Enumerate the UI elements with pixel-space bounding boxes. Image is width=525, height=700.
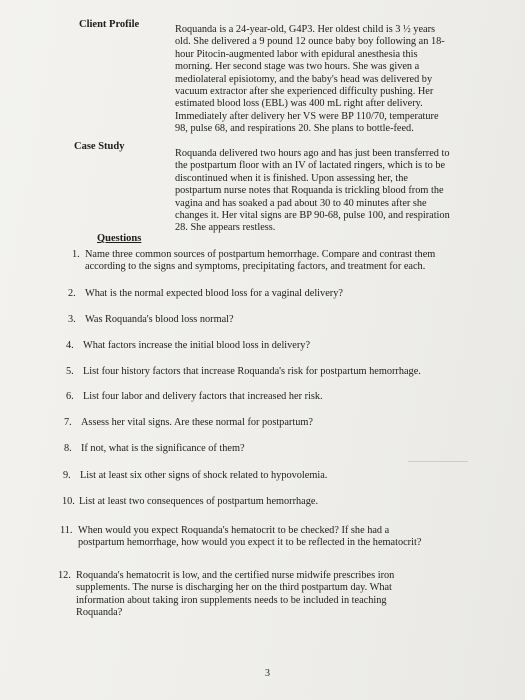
client-profile-line: Roquanda is a 24-year-old, G4P3. Her oldest child is 3 ½ years xyxy=(175,24,436,35)
case-study-line: discontinued when it is finished. Upon assessing her, the xyxy=(175,172,408,184)
question-text xyxy=(85,249,435,274)
question-line: List four history factors that increase Roquanda's risk for postpartum hemorrhage. xyxy=(83,366,421,377)
question-text xyxy=(85,314,234,326)
question-line: Was Roquanda's blood loss normal? xyxy=(85,314,234,325)
question-line: information about taking iron supplements needs to be included in teaching xyxy=(76,594,387,606)
question-line: When would you expect Roquanda's hematocrit to be checked? If she had a xyxy=(78,525,390,536)
client-profile-line: old. She delivered a 9 pound 12 ounce baby boy following an 18- xyxy=(175,36,445,48)
question-line: Assess her vital signs. Are these normal for postpartum? xyxy=(81,417,313,428)
question-text xyxy=(76,570,394,620)
faint-rule-mark xyxy=(408,461,468,462)
case-study-line: vagina and has soaked a pad about 30 to 40 minutes after she xyxy=(175,197,427,209)
question-text xyxy=(83,366,421,378)
question-text xyxy=(83,340,310,352)
question-number: 7. xyxy=(64,417,72,428)
client-profile-line: estimated blood loss (EBL) was 400 mL right after delivery. xyxy=(175,98,423,110)
question-text xyxy=(78,525,421,550)
question-number: 9. xyxy=(63,470,71,481)
case-study-line: 28. She appears restless. xyxy=(175,222,276,234)
question-text xyxy=(80,470,327,482)
question-line: Roquanda? xyxy=(76,607,123,619)
questions-heading: Questions xyxy=(97,233,142,244)
question-line: What factors increase the initial blood loss in delivery? xyxy=(83,340,311,351)
question-number: 10. xyxy=(62,496,75,507)
question-number: 11. xyxy=(60,525,73,536)
client-profile-line: 98, pulse 68, and respirations 20. She plans to bottle-feed. xyxy=(175,123,414,135)
question-number: 5. xyxy=(66,366,74,377)
question-text xyxy=(81,443,245,455)
question-number: 2. xyxy=(68,288,76,299)
question-line: List at least two consequences of postpartum hemorrhage. xyxy=(79,496,319,507)
client-profile-line: Immediately after delivery her VS were BP 110/70, temperature xyxy=(175,110,439,122)
question-text xyxy=(79,496,318,508)
question-text xyxy=(85,288,343,300)
question-line: postpartum hemorrhage, how would you expect it to be reflected in the hematocrit? xyxy=(78,537,422,549)
question-line: according to the signs and symptoms, precipitating factors, and treatment for each. xyxy=(85,261,426,273)
question-line: Roquanda's hematocrit is low, and the certified nurse midwife prescribes iron xyxy=(76,570,395,581)
question-line: supplements. The nurse is discharging her on the third postpartum day. What xyxy=(76,582,392,594)
question-text xyxy=(81,417,313,429)
case-study-line: postpartum nurse notes that Roquanda is trickling blood from the xyxy=(175,185,444,197)
question-text xyxy=(83,391,323,403)
client-profile-line: vacuum extractor after she experienced difficulty pushing. Her xyxy=(175,86,434,98)
client-profile-line: mediolateral episiotomy, and the baby's head was delivered by xyxy=(175,73,433,85)
question-line: List four labor and delivery factors that increased her risk. xyxy=(83,391,323,402)
question-number: 1. xyxy=(72,249,80,260)
question-line: List at least six other signs of shock related to hypovolemia. xyxy=(80,470,328,481)
question-line: Name three common sources of postpartum hemorrhage. Compare and contrast them xyxy=(85,249,436,260)
question-number: 12. xyxy=(58,570,71,581)
question-line: What is the normal expected blood loss for a vaginal delivery? xyxy=(85,288,343,299)
client-profile-line: hour Pitocin-augmented labor with epidural anesthesia this xyxy=(175,48,418,60)
client-profile-label: Client Profile xyxy=(79,19,140,30)
question-number: 8. xyxy=(64,443,72,454)
question-number: 3. xyxy=(68,314,76,325)
case-study-text xyxy=(175,148,450,235)
client-profile-line: morning. Her second stage was two hours. She was given a xyxy=(175,61,420,73)
question-number: 6. xyxy=(66,391,74,402)
question-line: If not, what is the significance of them? xyxy=(81,443,245,454)
case-study-line: changes it. Her vital signs are BP 90-68, pulse 100, and respiration xyxy=(175,210,450,222)
question-number: 4. xyxy=(66,340,74,351)
page-number: 3 xyxy=(265,668,270,679)
case-study-line: Roquanda delivered two hours ago and has just been transferred to xyxy=(175,148,450,159)
case-study-label: Case Study xyxy=(74,141,125,152)
client-profile-text xyxy=(175,24,445,136)
case-study-line: the postpartum floor with an IV of lactated ringers, which is to be xyxy=(175,160,446,172)
